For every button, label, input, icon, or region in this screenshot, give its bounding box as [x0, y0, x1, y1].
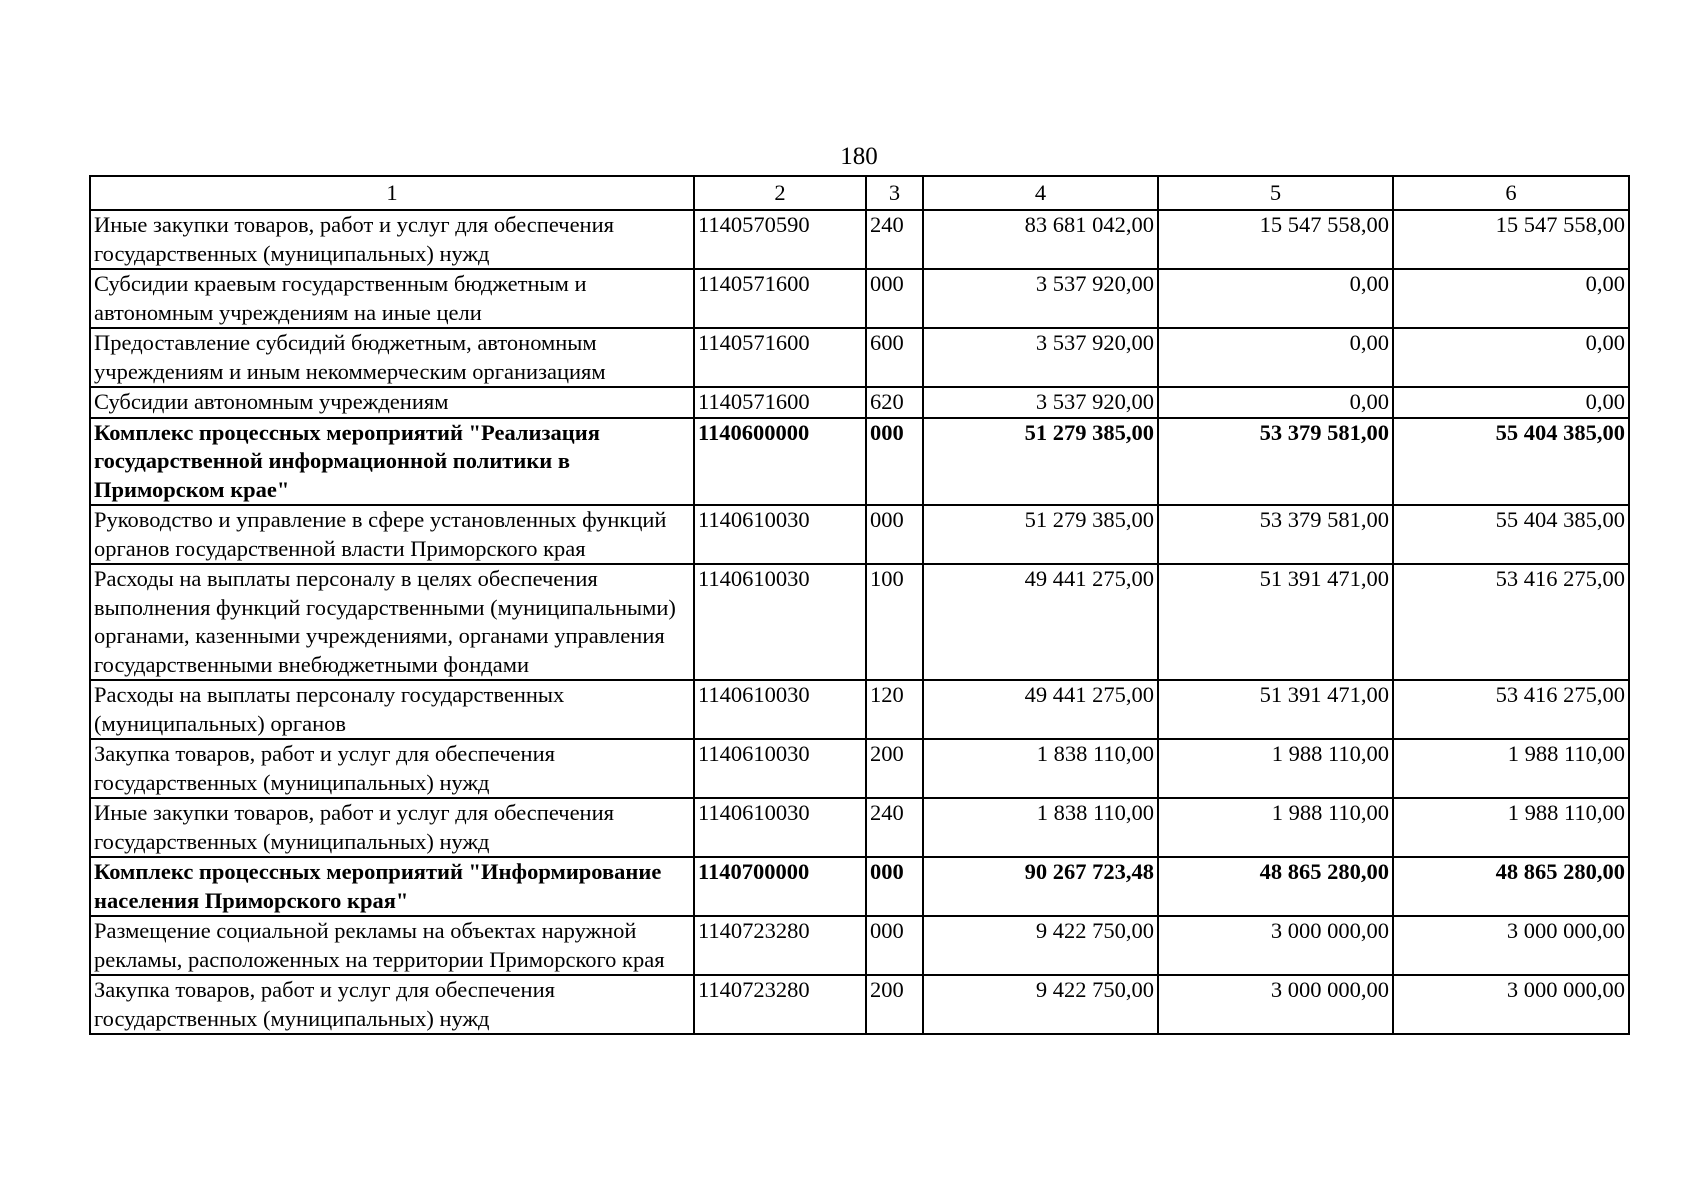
- row-amount-col4: 51 279 385,00: [923, 418, 1158, 506]
- row-amount-col6: 55 404 385,00: [1393, 418, 1629, 506]
- row-name: Субсидии автономным учреждениям: [90, 387, 694, 418]
- row-amount-col5: 1 988 110,00: [1158, 798, 1393, 857]
- row-amount-col6: 1 988 110,00: [1393, 798, 1629, 857]
- table-row: [90, 418, 1629, 506]
- row-type: 200: [866, 739, 923, 798]
- row-code: 1140723280: [694, 975, 866, 1034]
- row-amount-col4: 3 537 920,00: [923, 269, 1158, 328]
- row-amount-col5: 53 379 581,00: [1158, 418, 1393, 506]
- row-code: 1140570590: [694, 210, 866, 269]
- table-row: [90, 210, 1629, 269]
- row-amount-col6: 0,00: [1393, 387, 1629, 418]
- row-amount-col4: 83 681 042,00: [923, 210, 1158, 269]
- row-name: Расходы на выплаты персоналу в целях обеспечения выполнения функций государственными (муниципальными) органами, казенными учреждениями, органами управления государственными внебюджетными фондами: [90, 564, 694, 680]
- row-amount-col6: 15 547 558,00: [1393, 210, 1629, 269]
- row-code: 1140571600: [694, 387, 866, 418]
- row-type: 620: [866, 387, 923, 418]
- row-amount-col6: 3 000 000,00: [1393, 975, 1629, 1034]
- page-number: 180: [840, 143, 878, 170]
- row-code: 1140610030: [694, 739, 866, 798]
- row-amount-col6: 1 988 110,00: [1393, 739, 1629, 798]
- row-amount-col5: 53 379 581,00: [1158, 505, 1393, 564]
- header-cell: 6: [1393, 176, 1629, 210]
- row-name: Размещение социальной рекламы на объектах наружной рекламы, расположенных на территории Приморского края: [90, 916, 694, 975]
- row-amount-col6: 53 416 275,00: [1393, 680, 1629, 739]
- row-amount-col5: 3 000 000,00: [1158, 916, 1393, 975]
- row-amount-col4: 1 838 110,00: [923, 798, 1158, 857]
- row-amount-col6: 55 404 385,00: [1393, 505, 1629, 564]
- header-cell: 1: [90, 176, 694, 210]
- row-code: 1140571600: [694, 328, 866, 387]
- row-amount-col4: 49 441 275,00: [923, 564, 1158, 680]
- table-row: [90, 328, 1629, 387]
- row-type: 000: [866, 857, 923, 916]
- table-row: [90, 564, 1629, 680]
- row-amount-col5: 3 000 000,00: [1158, 975, 1393, 1034]
- header-cell: 2: [694, 176, 866, 210]
- row-type: 120: [866, 680, 923, 739]
- row-amount-col6: 0,00: [1393, 269, 1629, 328]
- table-row: [90, 798, 1629, 857]
- row-amount-col4: 3 537 920,00: [923, 328, 1158, 387]
- row-type: 100: [866, 564, 923, 680]
- header-cell: 4: [923, 176, 1158, 210]
- table-row: [90, 975, 1629, 1034]
- row-code: 1140610030: [694, 798, 866, 857]
- table-row: [90, 916, 1629, 975]
- row-amount-col4: 51 279 385,00: [923, 505, 1158, 564]
- row-amount-col4: 49 441 275,00: [923, 680, 1158, 739]
- row-code: 1140600000: [694, 418, 866, 506]
- row-name: Иные закупки товаров, работ и услуг для обеспечения государственных (муниципальных) нужд: [90, 210, 694, 269]
- table-row: [90, 269, 1629, 328]
- row-name: Закупка товаров, работ и услуг для обеспечения государственных (муниципальных) нужд: [90, 975, 694, 1034]
- row-amount-col5: 1 988 110,00: [1158, 739, 1393, 798]
- table-row: [90, 387, 1629, 418]
- row-amount-col4: 9 422 750,00: [923, 975, 1158, 1034]
- row-amount-col5: 48 865 280,00: [1158, 857, 1393, 916]
- row-type: 240: [866, 210, 923, 269]
- header-cell: 5: [1158, 176, 1393, 210]
- header-cell: 3: [866, 176, 923, 210]
- table-row: [90, 680, 1629, 739]
- row-name: Руководство и управление в сфере установленных функций органов государственной власти Приморского края: [90, 505, 694, 564]
- row-code: 1140610030: [694, 564, 866, 680]
- row-amount-col4: 3 537 920,00: [923, 387, 1158, 418]
- row-code: 1140723280: [694, 916, 866, 975]
- row-amount-col4: 90 267 723,48: [923, 857, 1158, 916]
- row-code: 1140610030: [694, 505, 866, 564]
- row-amount-col5: 15 547 558,00: [1158, 210, 1393, 269]
- row-amount-col5: 51 391 471,00: [1158, 680, 1393, 739]
- row-type: 600: [866, 328, 923, 387]
- row-amount-col6: 53 416 275,00: [1393, 564, 1629, 680]
- row-code: 1140571600: [694, 269, 866, 328]
- row-name: Закупка товаров, работ и услуг для обеспечения государственных (муниципальных) нужд: [90, 739, 694, 798]
- row-name: Комплекс процессных мероприятий "Информирование населения Приморского края": [90, 857, 694, 916]
- row-amount-col4: 9 422 750,00: [923, 916, 1158, 975]
- row-name: Субсидии краевым государственным бюджетным и автономным учреждениям на иные цели: [90, 269, 694, 328]
- row-amount-col5: 0,00: [1158, 328, 1393, 387]
- row-amount-col6: 3 000 000,00: [1393, 916, 1629, 975]
- row-type: 000: [866, 418, 923, 506]
- table-row: [90, 505, 1629, 564]
- row-type: 000: [866, 505, 923, 564]
- row-name: Иные закупки товаров, работ и услуг для обеспечения государственных (муниципальных) нужд: [90, 798, 694, 857]
- table-row: [90, 739, 1629, 798]
- row-amount-col5: 0,00: [1158, 269, 1393, 328]
- row-type: 000: [866, 916, 923, 975]
- row-amount-col5: 51 391 471,00: [1158, 564, 1393, 680]
- row-code: 1140610030: [694, 680, 866, 739]
- row-type: 000: [866, 269, 923, 328]
- row-name: Расходы на выплаты персоналу государственных (муниципальных) органов: [90, 680, 694, 739]
- row-type: 200: [866, 975, 923, 1034]
- row-amount-col6: 48 865 280,00: [1393, 857, 1629, 916]
- row-amount-col5: 0,00: [1158, 387, 1393, 418]
- header-row: [90, 176, 1629, 210]
- row-name: Комплекс процессных мероприятий "Реализация государственной информационной политики в Приморском крае": [90, 418, 694, 506]
- budget-table: [89, 175, 1630, 1035]
- row-amount-col4: 1 838 110,00: [923, 739, 1158, 798]
- row-code: 1140700000: [694, 857, 866, 916]
- row-name: Предоставление субсидий бюджетным, автономным учреждениям и иным некоммерческим организациям: [90, 328, 694, 387]
- table-row: [90, 857, 1629, 916]
- row-amount-col6: 0,00: [1393, 328, 1629, 387]
- row-type: 240: [866, 798, 923, 857]
